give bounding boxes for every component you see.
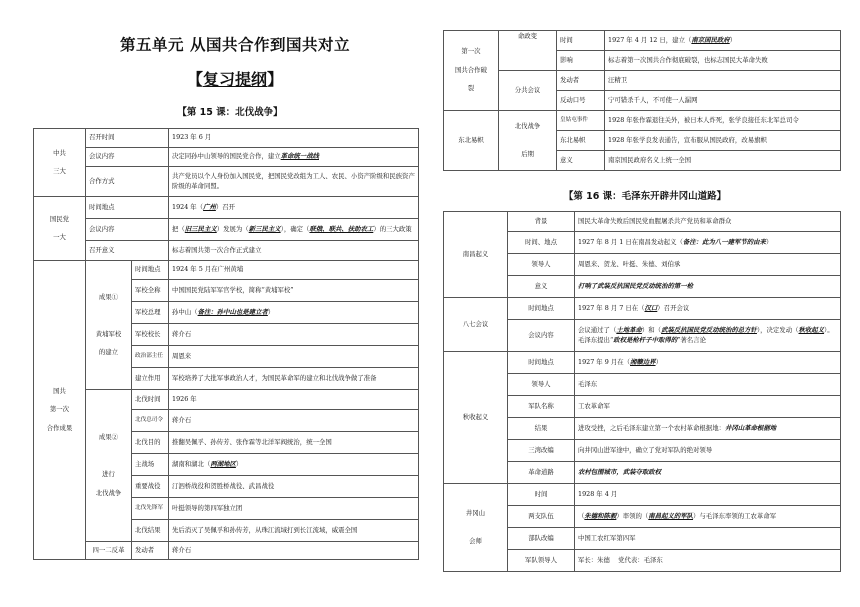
- row-value: 宁可错杀千人，不可使一人漏网: [605, 91, 841, 111]
- cooperation-break-table: [443, 30, 841, 171]
- row-value: 打响了武装反抗国民党反动统治的第一枪: [575, 276, 841, 298]
- row-value: 中国工农红军第四军: [575, 528, 841, 550]
- lesson-15-table: [33, 128, 419, 560]
- row-key: 合作方式: [86, 167, 169, 197]
- row-value: （朱德和陈毅）率领的（南昌起义的军队）与毛泽东率领的工农革命军: [575, 506, 841, 528]
- row-value: 湖南和湖北（两湖地区）: [169, 454, 419, 476]
- whampoa-academy-label: 成果① 黄埔军校 的建立: [86, 261, 132, 390]
- row-value: 1927 年 4 月 12 日，建立（南京国民政府）: [605, 31, 841, 51]
- row-key: 结果: [508, 418, 575, 440]
- nanchang-uprising-label: 南昌起义: [444, 212, 508, 298]
- row-value: 蒋介石: [169, 410, 419, 432]
- row-value: 1927 年 9 月在（湘赣边界）: [575, 352, 841, 374]
- row-value: 叶挺领导的第四军独立团: [169, 498, 419, 520]
- row-value: 国民大革命失败后国民党血腥屠杀共产党员和革命群众: [575, 212, 841, 232]
- row-key: 三湾改编: [508, 440, 575, 462]
- row-value: 决定同孙中山领导的国民党合作，建立革命统一战线: [169, 148, 419, 167]
- row-key: 会议内容: [86, 219, 169, 241]
- northern-expedition-label: 成果② 进行 北伐战争: [86, 390, 132, 542]
- row-key: 军校总理: [132, 302, 169, 324]
- bracket-close: 】: [267, 70, 284, 89]
- row-value: 蒋介石: [169, 324, 419, 346]
- row-key: 军队领导人: [508, 550, 575, 572]
- row-value: 1924 年（广州）召开: [169, 197, 419, 219]
- row-key: 北伐时间: [132, 390, 169, 410]
- row-value: 会议通过了（土地革命）和（武装反抗国民党反动统治的总方针），决定发动（秋收起义）。毛泽东提出“政权是枪杆子中取得的”著名言论: [575, 320, 841, 352]
- row-value: 1928 年 4 月: [575, 484, 841, 506]
- row-key: 意义: [508, 276, 575, 298]
- row-value: 向井冈山进军途中，确立了党对军队的绝对领导: [575, 440, 841, 462]
- row-key: 反动口号: [557, 91, 605, 111]
- row-value: 周恩来、贺龙、叶挺、朱德、刘伯承: [575, 254, 841, 276]
- row-key: 北伐目的: [132, 432, 169, 454]
- row-value: 中国国民党陆军军官学校，简称“黄埔军校”: [169, 280, 419, 302]
- row-value: 1928 年张作霖退往关外，被日本人炸死，张学良接任东北军总司令: [605, 111, 841, 131]
- row-value: 标志着第一次国共合作彻底破裂，也标志国民大革命失败: [605, 51, 841, 71]
- row-value: 孙中山（备注：孙中山也是建立者）: [169, 302, 419, 324]
- row-value: 把（旧三民主义）发展为（新三民主义），确定（联俄、联共、扶助农工）的三大政策: [169, 219, 419, 241]
- row-key: 两支队伍: [508, 506, 575, 528]
- row-key: 部队改编: [508, 528, 575, 550]
- kmt-1st-congress-label: 国民党 一大: [34, 197, 86, 261]
- row-key: 建立作用: [132, 368, 169, 390]
- row-value: 1928 年张学良发表通告，宣布服从国民政府，改易旗帜: [605, 131, 841, 151]
- row-key: 背景: [508, 212, 575, 232]
- row-value: 周恩来: [169, 346, 419, 368]
- row-key: 领导人: [508, 374, 575, 396]
- row-key: 北伐总司令: [132, 410, 169, 432]
- row-key: 时间地点: [508, 352, 575, 374]
- row-value: 推翻吴佩孚、孙传芳、张作霖等北洋军阀统治，统一全国: [169, 432, 419, 454]
- cpc-3rd-congress-label: 中共 三大: [34, 129, 86, 197]
- row-key: 时间地点: [508, 298, 575, 320]
- row-key: 主战场: [132, 454, 169, 476]
- review-outline-heading: [100, 67, 370, 90]
- cooperation-break-label: 第一次 国共合作破 裂: [444, 31, 499, 111]
- row-key: 军队名称: [508, 396, 575, 418]
- row-key: 发动者: [557, 71, 605, 91]
- row-key: 军校校长: [132, 324, 169, 346]
- row-value: 1926 年: [169, 390, 419, 410]
- row-key: 时间地点: [86, 197, 169, 219]
- row-value: 1923 年 6 月: [169, 129, 419, 148]
- autumn-harvest-uprising-label: 秋收起义: [444, 352, 508, 484]
- row-key: 时间、地点: [508, 232, 575, 254]
- late-expedition-label: 北伐战争 后期: [499, 111, 557, 171]
- row-key: 召开意义: [86, 241, 169, 261]
- northeast-flag-change-label: 东北易帜: [444, 111, 499, 171]
- row-key: 政治部主任: [132, 346, 169, 368]
- row-value: 军校培养了大批军事政治人才，为国民革命军的建立和北伐战争做了准备: [169, 368, 419, 390]
- row-value: 1927 年 8 月 1 日在南昌发动起义（备注：此为八一建军节的由来）: [575, 232, 841, 254]
- cooperation-outcomes-label: 国共 第一次 合作成果: [34, 261, 86, 560]
- row-value: 毛泽东: [575, 374, 841, 396]
- row-key: 发动者: [132, 542, 169, 560]
- august-7-meeting-label: 八七会议: [444, 298, 508, 352]
- row-value: 先后消灭了吴佩孚和孙传芳，从珠江流域打到长江流域，威震全国: [169, 520, 419, 542]
- row-key: 东北易帜: [557, 131, 605, 151]
- row-value: 标志着国共第一次合作正式建立: [169, 241, 419, 261]
- row-key: 会议内容: [86, 148, 169, 167]
- row-value: 蒋介石: [169, 542, 419, 560]
- row-value: 农村包围城市，武装夺取政权: [575, 462, 841, 484]
- coup-label: 命政变: [499, 31, 557, 71]
- row-key: 北伐先锋军: [132, 498, 169, 520]
- row-value: 汪精卫: [605, 71, 841, 91]
- anti-communist-meeting-label: 分共会议: [499, 71, 557, 111]
- lesson-15-heading: 【第 15 课：北伐战争】: [177, 107, 283, 118]
- lesson-16-heading: 【第 16 课：毛泽东开辟井冈山道路】: [563, 191, 727, 202]
- row-key: 北伐结果: [132, 520, 169, 542]
- row-key: 时间: [557, 31, 605, 51]
- row-value: 共产党员以个人身份加入国民党，把国民党改组为工人、农民、小资产阶级和民族资产阶级的革命同盟。: [169, 167, 419, 197]
- row-key: 军校全称: [132, 280, 169, 302]
- row-key: 革命道路: [508, 462, 575, 484]
- review-outline-text: 复习提纲: [202, 70, 267, 89]
- row-value: 1927 年 8 月 7 日在（汉口）召开会议: [575, 298, 841, 320]
- row-value: 军长：朱德 党代表：毛泽东: [575, 550, 841, 572]
- unit-title: 第五单元 从国共合作到国共对立: [120, 36, 350, 54]
- row-key: 领导人: [508, 254, 575, 276]
- row-value: 工农革命军: [575, 396, 841, 418]
- row-key: 影响: [557, 51, 605, 71]
- row-key: 召开时间: [86, 129, 169, 148]
- row-value: 汀泗桥战役和贺胜桥战役、武昌战役: [169, 476, 419, 498]
- lesson-16-table: [443, 211, 841, 572]
- row-value: 进攻受挫，之后毛泽东建立第一个农村革命根据地：井冈山革命根据地: [575, 418, 841, 440]
- row-key: 重要战役: [132, 476, 169, 498]
- bracket-open: 【: [186, 70, 203, 89]
- row-key: 时间: [508, 484, 575, 506]
- row-value: 南京国民政府名义上统一全国: [605, 151, 841, 171]
- row-key: 会议内容: [508, 320, 575, 352]
- jinggangshan-meeting-label: 井冈山 会师: [444, 484, 508, 572]
- row-key: 时间地点: [132, 261, 169, 280]
- april-12-coup-label: 四一二反革: [86, 542, 132, 560]
- row-value: 1924 年 5 月在广州黄埔: [169, 261, 419, 280]
- row-key: 意义: [557, 151, 605, 171]
- row-key: 皇姑屯事件: [557, 111, 605, 131]
